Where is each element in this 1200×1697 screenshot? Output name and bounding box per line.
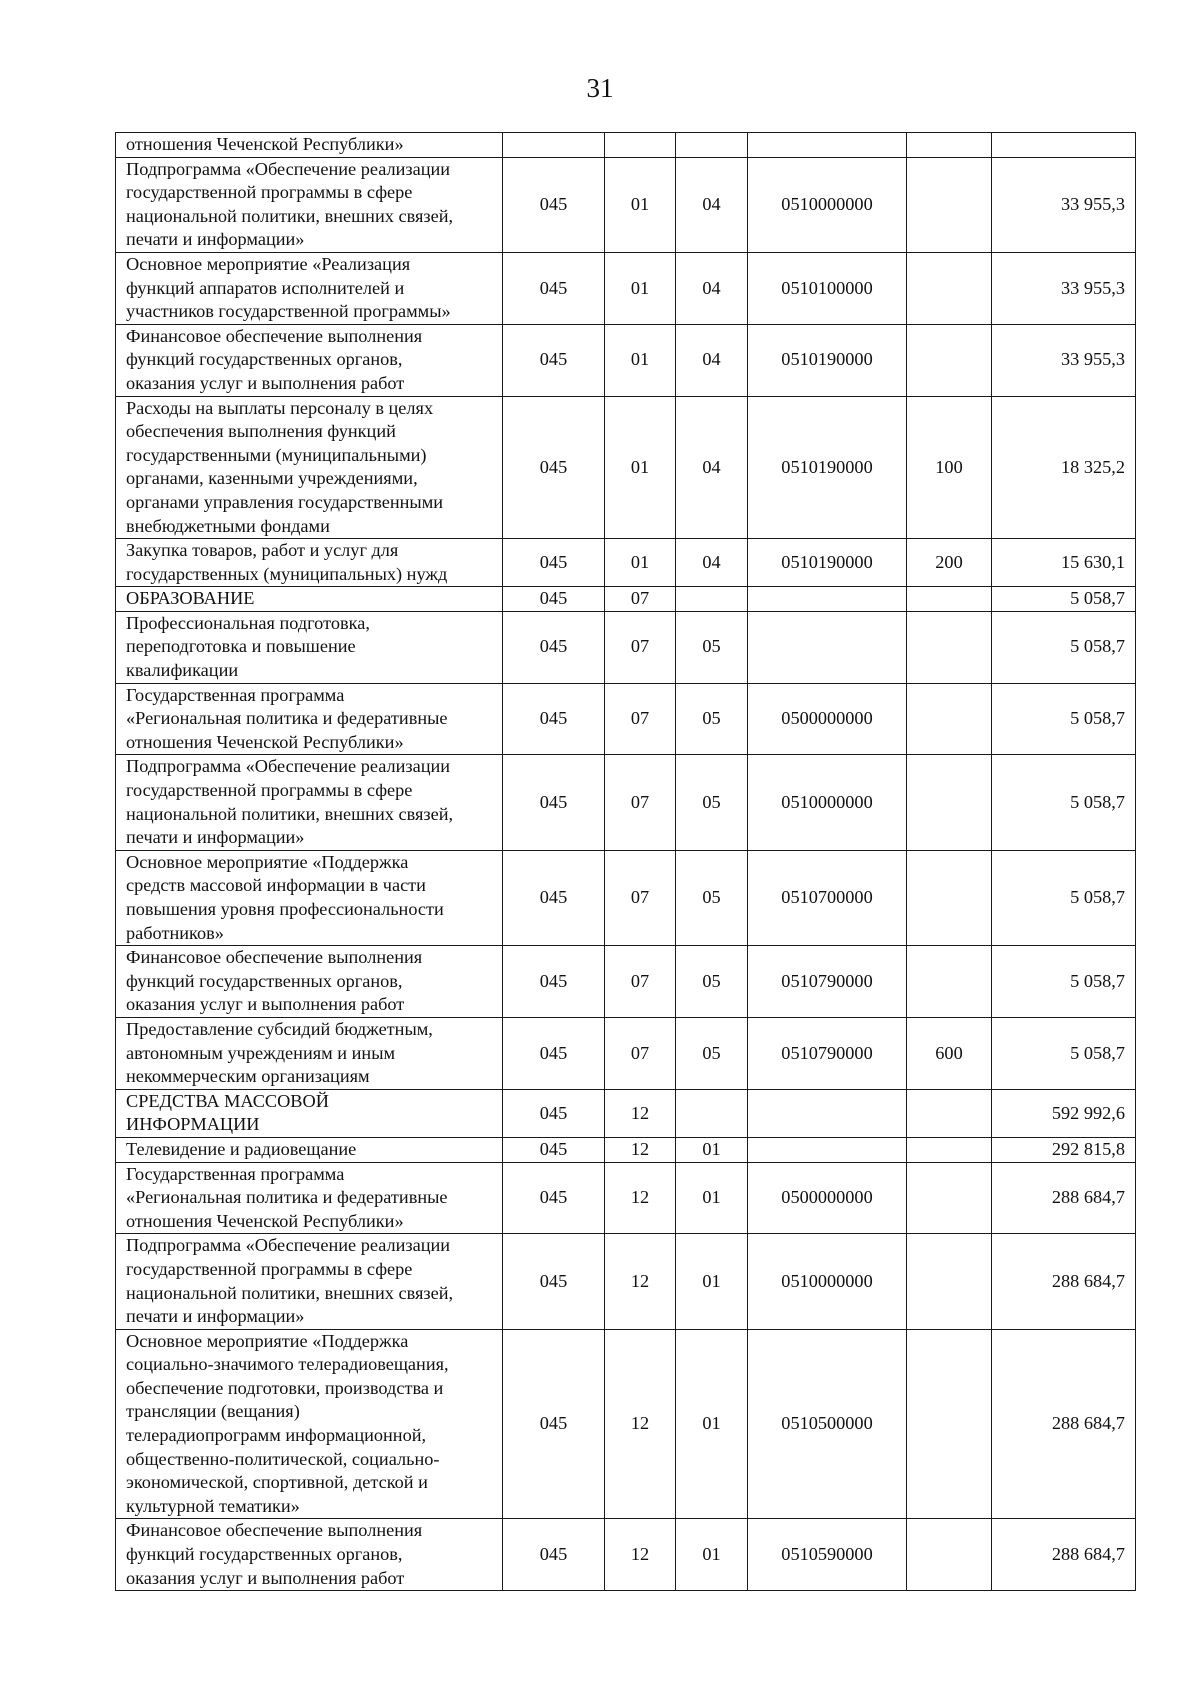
- section-code-cell: [605, 133, 676, 158]
- section-code-cell: 01: [605, 157, 676, 252]
- sum-cell: 33 955,3: [992, 157, 1136, 252]
- subsection-code-cell: 01: [676, 1162, 748, 1234]
- item-name-cell: Подпрограмма «Обеспечение реализации государственной программы в сфере национальной политики, внешних связей, печати и информации»: [116, 157, 503, 252]
- subsection-code-cell: 05: [676, 611, 748, 683]
- expense-type-cell: [907, 1519, 992, 1591]
- target-article-cell: 0500000000: [748, 1162, 907, 1234]
- target-article-cell: [748, 587, 907, 612]
- ministry-code-cell: 045: [503, 539, 605, 587]
- target-article-cell: 0510790000: [748, 1017, 907, 1089]
- section-code-cell: 07: [605, 683, 676, 755]
- expense-type-cell: [907, 1137, 992, 1162]
- sum-cell: 5 058,7: [992, 946, 1136, 1018]
- section-code-cell: 07: [605, 1017, 676, 1089]
- sum-cell: 33 955,3: [992, 324, 1136, 396]
- section-code-cell: 01: [605, 324, 676, 396]
- table-row: [116, 133, 1136, 158]
- budget-table: [115, 132, 1136, 1591]
- target-article-cell: 0510790000: [748, 946, 907, 1018]
- section-code-cell: 12: [605, 1519, 676, 1591]
- item-name-cell: Основное мероприятие «Реализация функций аппаратов исполнителей и участников государственной программы»: [116, 252, 503, 324]
- ministry-code-cell: 045: [503, 611, 605, 683]
- item-name-cell: ОБРАЗОВАНИЕ: [116, 587, 503, 612]
- subsection-code-cell: 01: [676, 1137, 748, 1162]
- sum-cell: 292 815,8: [992, 1137, 1136, 1162]
- section-code-cell: 12: [605, 1162, 676, 1234]
- ministry-code-cell: [503, 133, 605, 158]
- section-code-cell: 12: [605, 1137, 676, 1162]
- table-row: [116, 324, 1136, 396]
- ministry-code-cell: 045: [503, 324, 605, 396]
- target-article-cell: 0510190000: [748, 539, 907, 587]
- section-code-cell: 07: [605, 755, 676, 850]
- ministry-code-cell: 045: [503, 157, 605, 252]
- expense-type-cell: 600: [907, 1017, 992, 1089]
- section-code-cell: 12: [605, 1234, 676, 1329]
- sum-cell: 5 058,7: [992, 850, 1136, 945]
- expense-type-cell: [907, 587, 992, 612]
- section-code-cell: 01: [605, 252, 676, 324]
- expense-type-cell: [907, 324, 992, 396]
- table-row: [116, 157, 1136, 252]
- sum-cell: 33 955,3: [992, 252, 1136, 324]
- target-article-cell: 0510100000: [748, 252, 907, 324]
- section-code-cell: 01: [605, 396, 676, 539]
- expense-type-cell: 100: [907, 396, 992, 539]
- target-article-cell: [748, 133, 907, 158]
- target-article-cell: [748, 611, 907, 683]
- item-name-cell: Профессиональная подготовка, переподготовка и повышение квалификации: [116, 611, 503, 683]
- expense-type-cell: [907, 1234, 992, 1329]
- item-name-cell: Телевидение и радиовещание: [116, 1137, 503, 1162]
- target-article-cell: [748, 1089, 907, 1137]
- sum-cell: 592 992,6: [992, 1089, 1136, 1137]
- sum-cell: 288 684,7: [992, 1519, 1136, 1591]
- target-article-cell: 0510700000: [748, 850, 907, 945]
- section-code-cell: 12: [605, 1089, 676, 1137]
- table-body: [116, 133, 1136, 1591]
- table-row: [116, 1329, 1136, 1519]
- table-row: [116, 946, 1136, 1018]
- table-row: [116, 396, 1136, 539]
- subsection-code-cell: 04: [676, 539, 748, 587]
- table-row: [116, 587, 1136, 612]
- ministry-code-cell: 045: [503, 1162, 605, 1234]
- ministry-code-cell: 045: [503, 755, 605, 850]
- ministry-code-cell: 045: [503, 1234, 605, 1329]
- subsection-code-cell: 04: [676, 396, 748, 539]
- target-article-cell: 0510000000: [748, 157, 907, 252]
- page-number: 31: [586, 73, 614, 103]
- sum-cell: 18 325,2: [992, 396, 1136, 539]
- expense-type-cell: [907, 611, 992, 683]
- expense-type-cell: [907, 252, 992, 324]
- table-row: [116, 755, 1136, 850]
- table-row: [116, 1017, 1136, 1089]
- section-code-cell: 01: [605, 539, 676, 587]
- ministry-code-cell: 045: [503, 850, 605, 945]
- item-name-cell: СРЕДСТВА МАССОВОЙ ИНФОРМАЦИИ: [116, 1089, 503, 1137]
- ministry-code-cell: 045: [503, 683, 605, 755]
- subsection-code-cell: 05: [676, 755, 748, 850]
- item-name-cell: Предоставление субсидий бюджетным, автономным учреждениям и иным некоммерческим организациям: [116, 1017, 503, 1089]
- ministry-code-cell: 045: [503, 396, 605, 539]
- expense-type-cell: [907, 1329, 992, 1519]
- target-article-cell: 0510190000: [748, 396, 907, 539]
- ministry-code-cell: 045: [503, 1329, 605, 1519]
- sum-cell: 288 684,7: [992, 1162, 1136, 1234]
- subsection-code-cell: [676, 133, 748, 158]
- ministry-code-cell: 045: [503, 587, 605, 612]
- section-code-cell: 12: [605, 1329, 676, 1519]
- item-name-cell: Финансовое обеспечение выполнения функций государственных органов, оказания услуг и выполнения работ: [116, 946, 503, 1018]
- subsection-code-cell: 05: [676, 1017, 748, 1089]
- ministry-code-cell: 045: [503, 1137, 605, 1162]
- item-name-cell: Государственная программа «Региональная политика и федеративные отношения Чеченской Республики»: [116, 683, 503, 755]
- item-name-cell: отношения Чеченской Республики»: [116, 133, 503, 158]
- item-name-cell: Финансовое обеспечение выполнения функций государственных органов, оказания услуг и выполнения работ: [116, 1519, 503, 1591]
- subsection-code-cell: 05: [676, 850, 748, 945]
- sum-cell: 5 058,7: [992, 1017, 1136, 1089]
- subsection-code-cell: 01: [676, 1234, 748, 1329]
- section-code-cell: 07: [605, 587, 676, 612]
- table-row: [116, 683, 1136, 755]
- expense-type-cell: [907, 1162, 992, 1234]
- expense-type-cell: [907, 157, 992, 252]
- item-name-cell: Государственная программа «Региональная политика и федеративные отношения Чеченской Республики»: [116, 1162, 503, 1234]
- table-row: [116, 611, 1136, 683]
- sum-cell: 288 684,7: [992, 1234, 1136, 1329]
- table-row: [116, 1162, 1136, 1234]
- ministry-code-cell: 045: [503, 1017, 605, 1089]
- target-article-cell: 0500000000: [748, 683, 907, 755]
- target-article-cell: 0510000000: [748, 1234, 907, 1329]
- target-article-cell: 0510590000: [748, 1519, 907, 1591]
- item-name-cell: Финансовое обеспечение выполнения функций государственных органов, оказания услуг и выполнения работ: [116, 324, 503, 396]
- sum-cell: 5 058,7: [992, 755, 1136, 850]
- sum-cell: 288 684,7: [992, 1329, 1136, 1519]
- expense-type-cell: 200: [907, 539, 992, 587]
- target-article-cell: 0510000000: [748, 755, 907, 850]
- subsection-code-cell: 04: [676, 157, 748, 252]
- ministry-code-cell: 045: [503, 946, 605, 1018]
- sum-cell: 15 630,1: [992, 539, 1136, 587]
- table-row: [116, 539, 1136, 587]
- table-row: [116, 1089, 1136, 1137]
- sum-cell: [992, 133, 1136, 158]
- subsection-code-cell: 01: [676, 1519, 748, 1591]
- section-code-cell: 07: [605, 850, 676, 945]
- subsection-code-cell: 05: [676, 683, 748, 755]
- item-name-cell: Подпрограмма «Обеспечение реализации государственной программы в сфере национальной политики, внешних связей, печати и информации»: [116, 1234, 503, 1329]
- table-row: [116, 1519, 1136, 1591]
- table-row: [116, 850, 1136, 945]
- ministry-code-cell: 045: [503, 1519, 605, 1591]
- item-name-cell: Закупка товаров, работ и услуг для государственных (муниципальных) нужд: [116, 539, 503, 587]
- ministry-code-cell: 045: [503, 252, 605, 324]
- expense-type-cell: [907, 850, 992, 945]
- subsection-code-cell: 01: [676, 1329, 748, 1519]
- target-article-cell: [748, 1137, 907, 1162]
- sum-cell: 5 058,7: [992, 587, 1136, 612]
- sum-cell: 5 058,7: [992, 611, 1136, 683]
- target-article-cell: 0510190000: [748, 324, 907, 396]
- subsection-code-cell: 04: [676, 252, 748, 324]
- sum-cell: 5 058,7: [992, 683, 1136, 755]
- item-name-cell: Подпрограмма «Обеспечение реализации государственной программы в сфере национальной политики, внешних связей, печати и информации»: [116, 755, 503, 850]
- expense-type-cell: [907, 755, 992, 850]
- target-article-cell: 0510500000: [748, 1329, 907, 1519]
- subsection-code-cell: 05: [676, 946, 748, 1018]
- table-row: [116, 1234, 1136, 1329]
- section-code-cell: 07: [605, 946, 676, 1018]
- expense-type-cell: [907, 133, 992, 158]
- expense-type-cell: [907, 1089, 992, 1137]
- section-code-cell: 07: [605, 611, 676, 683]
- item-name-cell: Расходы на выплаты персоналу в целях обеспечения выполнения функций государственными (муниципальными) органами, казенными учреждениями, органами управления государственными внебюджетными фондами: [116, 396, 503, 539]
- table-row: [116, 252, 1136, 324]
- item-name-cell: Основное мероприятие «Поддержка средств массовой информации в части повышения уровня профессиональности работников»: [116, 850, 503, 945]
- expense-type-cell: [907, 683, 992, 755]
- ministry-code-cell: 045: [503, 1089, 605, 1137]
- subsection-code-cell: [676, 1089, 748, 1137]
- subsection-code-cell: [676, 587, 748, 612]
- subsection-code-cell: 04: [676, 324, 748, 396]
- expense-type-cell: [907, 946, 992, 1018]
- item-name-cell: Основное мероприятие «Поддержка социально-значимого телерадиовещания, обеспечение подготовки, производства и трансляции (вещания) телерадиопрограмм информационной, общественно-политической, социально- экономической, спортивной, детской и культурной тематики»: [116, 1329, 503, 1519]
- table-row: [116, 1137, 1136, 1162]
